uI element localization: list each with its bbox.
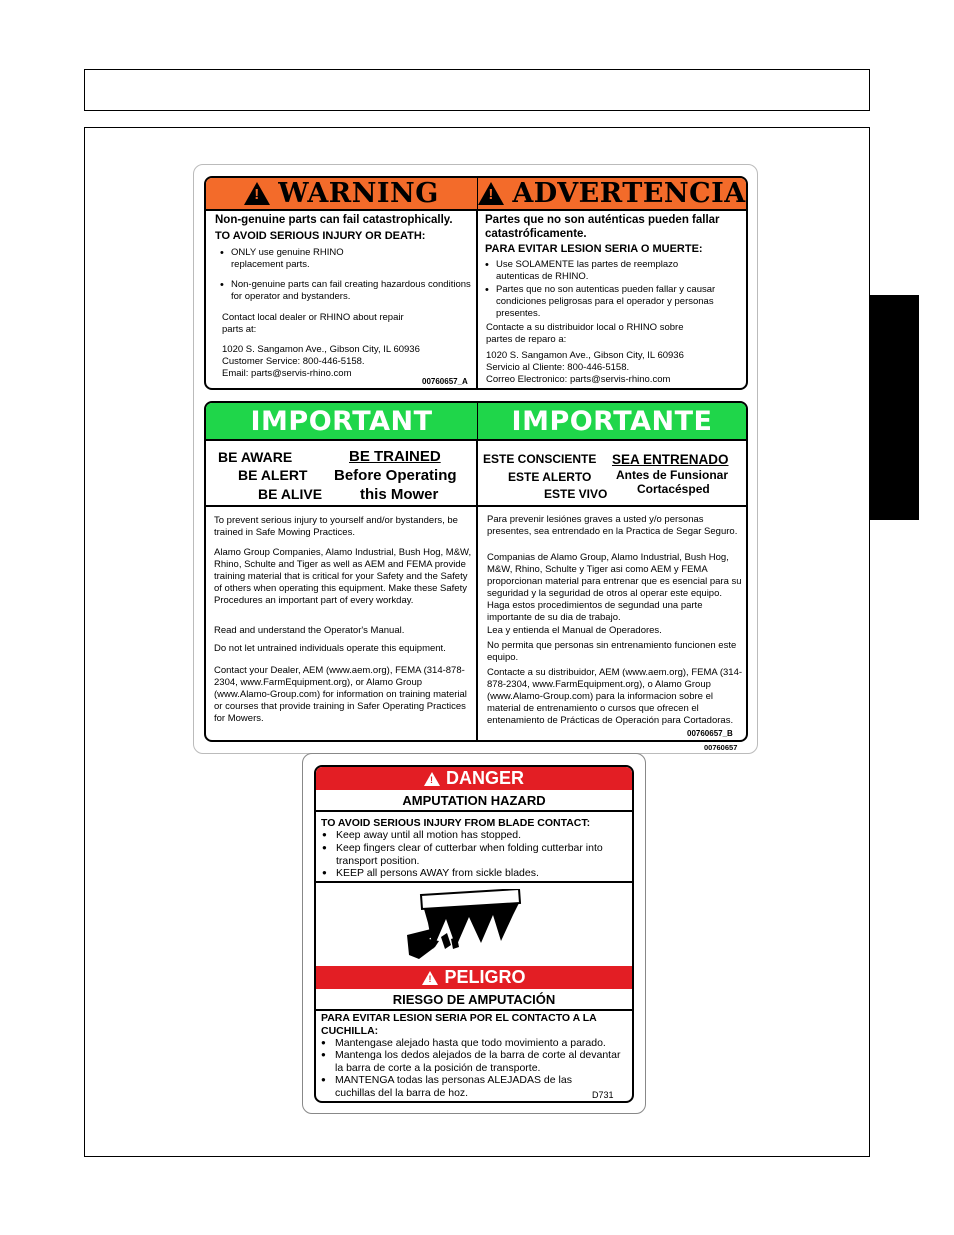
advertencia-subheading: PARA EVITAR LESION SERIA O MUERTE: [485, 243, 703, 255]
important-title: IMPORTANT [250, 405, 433, 437]
advertencia-heading: Partes que no son auténticas pueden fallar catastróficamente. [485, 214, 720, 240]
danger-bullet: ● KEEP all persons AWAY from sickle blades. [322, 867, 634, 880]
advertencia-address: 1020 S. Sangamon Ave., Gibson City, IL 60936 [486, 350, 684, 361]
warning-address: 1020 S. Sangamon Ave., Gibson City, IL 60936 [222, 344, 420, 355]
be-aware-text: BE AWARE [218, 449, 293, 465]
danger-header [316, 767, 632, 790]
warning-phone: Customer Service: 800-446-5158. [222, 356, 365, 367]
warning-triangle-icon [424, 772, 440, 786]
advertencia-header [478, 178, 746, 211]
peligro-subtitle: RIESGO DE AMPUTACIÓN [316, 989, 632, 1011]
danger-title: DANGER [445, 768, 524, 788]
column-divider [476, 403, 478, 740]
este-consciente-text: ESTE CONSCIENTE [483, 452, 597, 466]
importante-paragraph: Contacte a su distribuidor, AEM (www.aem.org), FEMA (314-878-2304, www.FarmEquipment.org), o Alamo Group (www.Alamo-Group.com) para la informacion sobre el material de entrenamiento o cursos que ofrecen el entenamiento de Prácticas de Operación para Cortadoras. [487, 667, 743, 726]
warning-heading: Non-genuine parts can fail catastrophically. [215, 214, 453, 226]
warning-bullet: • ONLY use genuine RHINO replacement parts. [220, 247, 361, 271]
peligro-bullet: ● Mantenga los dedos alejados de la barra de corte al devantar la barra de corte a la posición de transporte. [321, 1049, 630, 1074]
be-alert-text: BE ALERT [238, 467, 308, 483]
be-trained-text: BE TRAINED [349, 448, 441, 465]
danger-panel [314, 765, 634, 1103]
importante-title: IMPORTANTE [511, 405, 713, 437]
advertencia-email: Correo Electronico: parts@servis-rhino.com [486, 374, 671, 385]
warning-subheading: TO AVOID SERIOUS INJURY OR DEATH: [215, 230, 426, 242]
decal-code: 00760657 [704, 743, 738, 752]
advertencia-title: ADVERTENCIA [512, 178, 746, 209]
advertencia-contact: Contacte a su distribuidor local o RHINO sobre partes de reparo a: [486, 322, 684, 345]
before-operating-text: Before Operating [334, 467, 457, 484]
warning-panel [204, 176, 748, 390]
peligro-bullet: ● MANTENGA todas las personas ALEJADAS de las cuchillas del la barra de hoz. [321, 1074, 615, 1099]
danger-bullet: ● Keep fingers clear of cutterbar when folding cutterbar into transport position. [322, 842, 634, 867]
decal-code: D731 [592, 1090, 614, 1100]
warning-triangle-icon [422, 971, 438, 985]
advertencia-bullet: • Partes que no son autenticas pueden fallar y causar condiciones peligrosas para el operador y personas presentes. [485, 284, 748, 320]
sea-entrenado-text: SEA ENTRENADO [612, 452, 729, 467]
important-paragraph: Contact your Dealer, AEM (www.aem.org), FEMA (314-878-2304, www.FarmEquipment.org), or Alamo Group (www.Alamo-Group.com) for information on training material or courses that provide training in Safer Operating Practices for Mowers. [214, 665, 467, 724]
este-vivo-text: ESTE VIVO [544, 487, 608, 501]
warning-triangle-icon [478, 182, 504, 205]
decal-code: 00760657_B [687, 729, 733, 738]
peligro-header [316, 966, 632, 989]
importante-paragraph: Companias de Alamo Group, Alamo Industrial, Bush Hog, M&W, Rhino, Schulte y Tiger asi como AEM y FEMA proporcionan material para entrenar que es esencial para su seguridad y la seguridad de otros al operar este equipo. Haga estos procedimientos de segundad una parte importante de su dia de trabajo. [487, 552, 742, 623]
danger-heading: TO AVOID SERIOUS INJURY FROM BLADE CONTACT: [321, 817, 591, 829]
warning-contact: Contact local dealer or RHINO about repair parts at: [222, 312, 404, 335]
decal-code: 00760657_A [422, 377, 468, 386]
cortacesped-text: Cortacésped [637, 482, 710, 496]
advertencia-phone: Servicio al Cliente: 800-446-5158. [486, 362, 630, 373]
warning-email: Email: parts@servis-rhino.com [222, 368, 352, 379]
danger-bullet: ● Keep away until all motion has stopped. [322, 829, 634, 842]
peligro-heading: PARA EVITAR LESION SERIA POR EL CONTACTO A LA CUCHILLA: [321, 1012, 597, 1037]
peligro-bullet: ● Mantengase alejado hasta que todo movimiento a parado. [321, 1037, 634, 1050]
este-alerto-text: ESTE ALERTO [508, 470, 592, 484]
importante-header [478, 403, 746, 441]
important-paragraph: To prevent serious injury to yourself and/or bystanders, be trained in Safe Mowing Practices. [214, 515, 458, 538]
sickle-blade-hand-icon [401, 889, 531, 965]
importante-paragraph: Lea y entienda el Manual de Operadores. [487, 625, 662, 636]
importante-paragraph: Para prevenir lesiónes graves a usted y/o personas presentes, sea entrendado en la Practica de Segar Seguro. [487, 514, 738, 537]
this-mower-text: this Mower [360, 486, 439, 503]
peligro-title: PELIGRO [444, 967, 526, 987]
advertencia-bullet: • Use SOLAMENTE las partes de reemplazo autenticas de RHINO. [485, 259, 706, 283]
danger-subtitle: AMPUTATION HAZARD [316, 790, 632, 812]
page-header-box [84, 69, 870, 111]
important-header [206, 403, 477, 441]
be-alive-text: BE ALIVE [258, 486, 323, 502]
warning-title: WARNING [278, 178, 439, 209]
importante-paragraph: No permita que personas sin entrenamiento funcionen este equipo. [487, 640, 737, 663]
warning-bullet: • Non-genuine parts can fail creating hazardous conditions for operator and bystanders. [220, 279, 471, 303]
important-paragraph: Read and understand the Operator's Manual. [214, 625, 405, 636]
section-divider [316, 881, 632, 883]
important-panel [204, 401, 748, 742]
important-paragraph: Do not let untrained individuals operate this equipment. [214, 643, 446, 654]
warning-triangle-icon [244, 182, 270, 205]
section-divider [206, 505, 746, 507]
important-paragraph: Alamo Group Companies, Alamo Industrial, Bush Hog, M&W, Rhino, Schulte and Tiger as well as AEM and FEMA provide training material that is critical for your Safety and the Safety of others when operating this equipment. Make these Safety Procedures an important part of every workday. [214, 547, 472, 606]
warning-header [206, 178, 477, 211]
antes-de-funsionar-text: Antes de Funsionar [616, 468, 729, 482]
section-tab [869, 295, 919, 520]
